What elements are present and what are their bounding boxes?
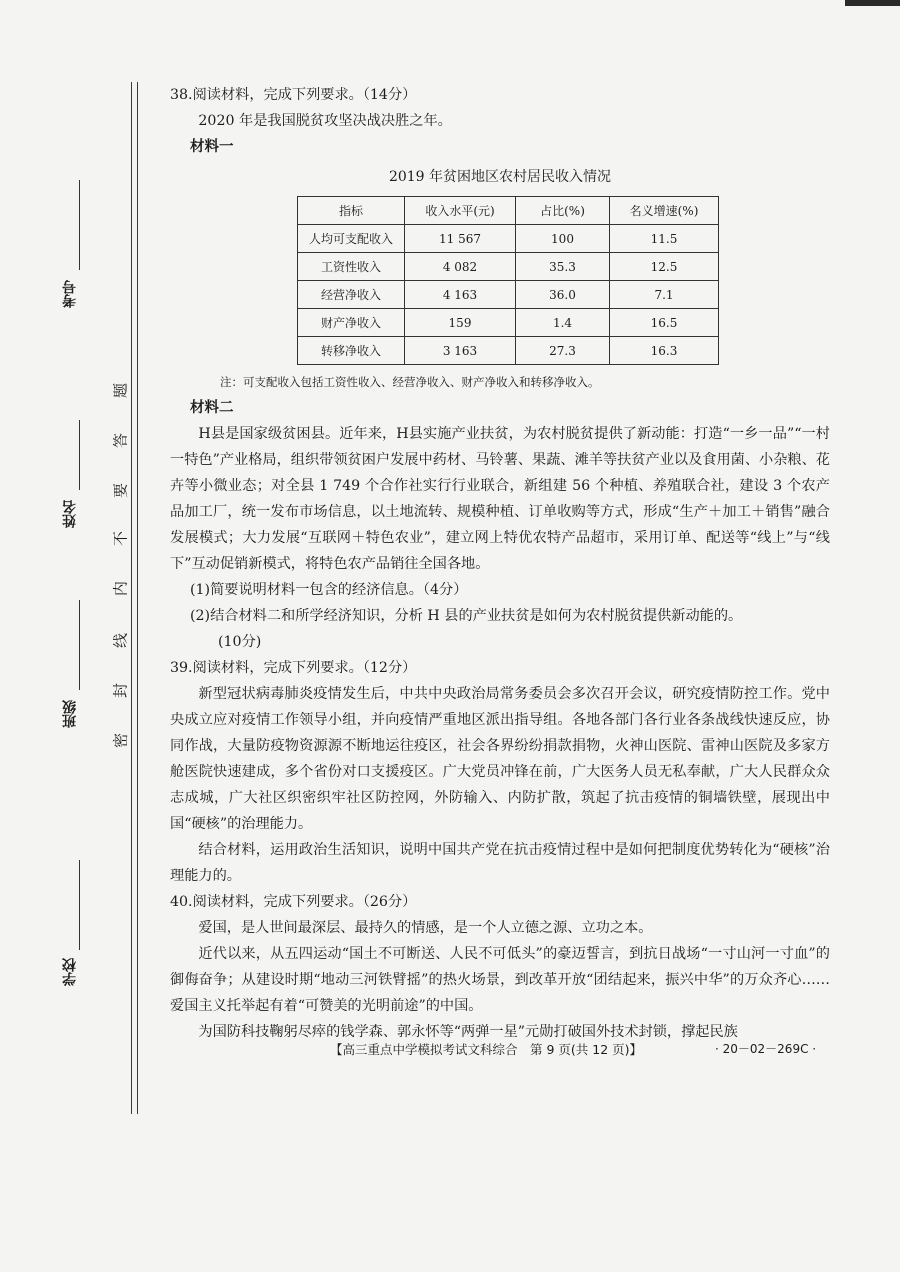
table-cell: 12.5 [610,253,719,281]
table-cell: 4 082 [405,253,516,281]
table-row [298,225,719,253]
material-1-label: 材料一 [190,139,234,155]
name-line [79,420,80,490]
table-cell: 4 163 [405,281,516,309]
table-title: 2019 年贫困地区农村居民收入情况 [388,169,612,185]
table-row [298,309,719,337]
table-cell: 11.5 [610,225,719,253]
table-cell: 财产净收入 [298,309,405,337]
seal-char: 不 [111,531,130,547]
page-footer: 【高三重点中学模拟考试文科综合 第 9 页(共 12 页)】 [330,1042,643,1057]
q38-intro: 2020 年是我国脱贫攻坚决战决胜之年。 [198,113,452,129]
q38-sub2: (2)结合材料二和所学经济知识，分析 H 县的产业扶贫是如何为农村脱贫提供新动能的。 [190,608,743,624]
table-cell: 27.3 [516,337,610,365]
table-row [298,337,719,365]
binding-line [137,82,138,1114]
seal-char: 答 [111,433,130,449]
exam-no-label: 考号 [62,280,78,308]
table-cell: 工资性收入 [298,253,405,281]
seal-char: 要 [111,483,130,499]
name-label: 姓名 [62,500,78,528]
q38-title: 38.阅读材料，完成下列要求。（14分） [170,87,417,103]
table-cell: 100 [516,225,610,253]
q40-title: 40.阅读材料，完成下列要求。（26分） [170,894,417,910]
seal-char: 封 [111,683,130,699]
table-cell: 3 163 [405,337,516,365]
table-row [298,281,719,309]
table-cell: 转移净收入 [298,337,405,365]
exam-no-line [79,180,80,270]
q39-question: 结合材料，运用政治生活知识，说明中国共产党在抗击疫情过程中是如何把制度优势转化为“硬核”治理能力的。 [170,842,830,884]
class-label: 班级 [62,700,78,728]
table-cell: 11 567 [405,225,516,253]
seal-char: 题 [111,383,130,399]
table-cell: 159 [405,309,516,337]
table-header: 名义增速(%) [610,197,719,225]
table-cell: 36.0 [516,281,610,309]
seal-char: 内 [111,581,130,597]
school-line [79,860,80,950]
q39-title: 39.阅读材料，完成下列要求。（12分） [170,660,417,676]
table-header: 收入水平(元) [405,197,516,225]
table-cell: 16.3 [610,337,719,365]
seal-char: 线 [111,633,130,649]
q38-sub1: (1)简要说明材料一包含的经济信息。（4分） [190,582,468,598]
q38-sub2-score: (10分) [218,634,262,650]
table-cell: 经营净收入 [298,281,405,309]
income-table [297,196,719,365]
q39-material: 新型冠状病毒肺炎疫情发生后，中共中央政治局常务委员会多次召开会议，研究疫情防控工作。党中央成立应对疫情工作领导小组，并向疫情严重地区派出指导组。各地各部门各行业各条战线快速反应，协同作战，大量防疫物资源源不断地运往疫区，社会各界纷纷捐款捐物，火神山医院、雷神山医院及多家方舱医院快速建成，多个省份对口支援疫区。广大党员冲锋在前，广大医务人员无私奉献，广大人民群众众志成城，广大社区织密织牢社区防控网，外防输入、内防扩散，筑起了抗击疫情的铜墙铁壁，展现出中国“硬核”的治理能力。 [170,686,830,832]
table-cell: 7.1 [610,281,719,309]
table-cell: 人均可支配收入 [298,225,405,253]
table-cell: 35.3 [516,253,610,281]
table-header: 指标 [298,197,405,225]
binding-line [131,82,132,1114]
material-2-label: 材料二 [190,400,234,416]
table-cell: 1.4 [516,309,610,337]
table-header: 占比(%) [516,197,610,225]
q40-para-3: 为国防科技鞠躬尽瘁的钱学森、郭永怀等“两弹一星”元勋打破国外技术封锁，撑起民族 [198,1024,738,1040]
class-line [79,600,80,690]
q40-para-2: 近代以来，从五四运动“国土不可断送、人民不可低头”的豪迈誓言，到抗日战场“一寸山河一寸血”的御侮奋争；从建设时期“地动三河铁臂摇”的热火场景，到改革开放“团结起来，振兴中华”的万众齐心……爱国主义托举起有着“可赞美的光明前途”的中国。 [170,946,830,1014]
exam-code: · 20－02－269C · [715,1042,817,1056]
table-header-row [298,197,719,225]
page-content [170,82,830,1045]
table-note: 注：可支配收入包括工资性收入、经营净收入、财产净收入和转移净收入。 [220,375,600,389]
q40-para-1: 爱国，是人世间最深层、最持久的情感，是一个人立德之源、立功之本。 [198,920,653,936]
table-row [298,253,719,281]
material-2-text: H县是国家级贫困县。近年来，H县实施产业扶贫，为农村脱贫提供了新动能：打造“一乡一品”“一村一特色”产业格局，组织带领贫困户发展中药材、马铃薯、果蔬、滩羊等扶贫产业以及食用菌、小杂粮、花卉等小微业态；对全县 1 749 个合作社实行行业联合，新组建 56 个种植、养殖联合社，建设 3 个农产品加工厂，统一发布市场信息，以土地流转、规模种植、订单收购等方式，形成“生产＋加工＋销售”融合发展模式；大力发展“互联网＋特色农业”，建立网上特优农特产品超市，采用订单、配送等“线上”与“线下”互动促销新模式，将特色农产品销往全国各地。 [170,426,830,572]
school-label: 学校 [62,958,78,986]
scan-edge-mark [845,0,900,6]
table-cell: 16.5 [610,309,719,337]
seal-char: 密 [111,733,130,749]
